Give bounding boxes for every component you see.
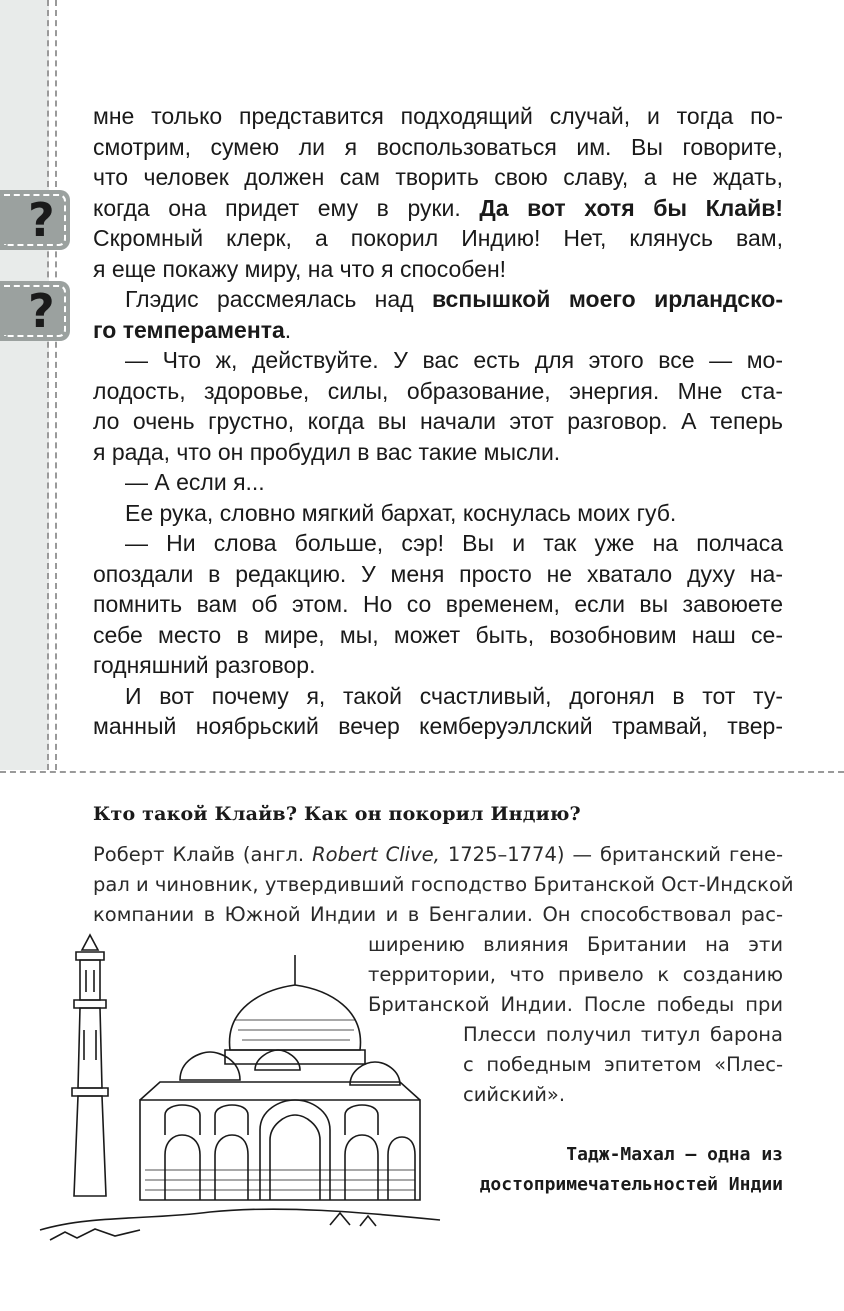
paragraph-3-line: ло очень грустно, когда вы начали этот разговор. А теперь [93,408,783,434]
taj-mahal-sketch [30,930,450,1270]
note-line: с победным эпитетом «Плес- [463,1053,783,1076]
question-marker-1 [0,190,70,250]
note-line: Плесси получил титул барона [463,1023,783,1046]
paragraph-1-line: я еще покажу миру, на что я способен! [93,255,507,282]
paragraph-7-line: манный ноябрьский вечер кемберуэллский трамвай, твер- [93,713,783,739]
paragraph-6-line: себе место в мире, мы, может быть, возобновим наш се- [93,621,783,648]
margin-strip [0,0,49,770]
caption-line-2: достопримечательностей Индии [479,1174,783,1195]
paragraph-1-line: когда она придет ему в руки. Да вот хотя бы Клайв! [93,194,784,221]
question-mark-icon: ? [28,193,55,247]
section-divider [0,771,844,773]
note-line: Британской Индии. После победы при [368,993,783,1016]
image-caption [440,1140,783,1200]
note-body-top [93,840,794,930]
note-title: Кто такой Клайв? Как он покорил Индию? [93,803,581,825]
note-line: рал и чиновник, утвердивший господство Британской Ост-Индской [93,873,794,896]
note-line: ширению влияния Британии на эти [368,933,783,956]
note-body-right [463,1020,783,1110]
margin-dashed-line [55,0,57,770]
note-line: сийский». [463,1083,566,1106]
paragraph-6-line: помнить вам об этом. Но со временем, если вы завоюете [93,591,783,617]
paragraph-1-line: Скромный клерк, а покорил Индию! Нет, клянусь вам, [93,225,783,251]
paragraph-2-line: го темперамента. [93,316,292,343]
question-marker-2 [0,281,70,341]
paragraph-1-line: что человек должен сам творить свою славу, а не ждать, [93,164,783,190]
paragraph-5: Ее рука, словно мягкий бархат, коснулась моих губ. [125,499,677,526]
question-mark-icon: ? [28,284,55,338]
paragraph-1-line: смотрим, сумею ли я воспользоваться им. Вы говорите, [93,133,783,160]
paragraph-3-line: лодость, здоровье, силы, образование, энергия. Мне ста- [93,377,783,404]
paragraph-6-line: годняшний разговор. [93,652,316,678]
highlight-clive: Да вот хотя бы Клайв! [479,194,784,221]
paragraph-6-line: опоздали в редакцию. У меня просто не хватало духу на- [93,560,783,587]
paragraph-6-line: — Ни слова больше, сэр! Вы и так уже на полчаса [125,530,783,556]
note-line: Роберт Клайв (англ. Robert Clive, 1725–1774) — британский гене- [93,843,783,866]
highlight-temperament: вспышкой моего ирландско- [431,286,783,312]
paragraph-7-line: И вот почему я, такой счастливый, догонял в тот ту- [125,682,783,709]
main-text [93,101,783,742]
paragraph-2-line: Глэдис рассмеялась над вспышкой моего ирландско- [125,286,783,312]
paragraph-3-line: я рада, что он пробудил в вас такие мысли. [93,438,561,465]
paragraph-3-line: — Что ж, действуйте. У вас есть для этого все — мо- [125,347,783,373]
note-line: территории, что привело к созданию [368,963,783,986]
caption-line-1: Тадж-Махал — одна из [566,1144,783,1165]
paragraph-4: — А если я... [125,469,265,495]
note-line: компании в Южной Индии и в Бенгалии. Он способствовал рас- [93,903,783,926]
paragraph-1-line: мне только представится подходящий случай, и тогда по- [93,103,783,129]
